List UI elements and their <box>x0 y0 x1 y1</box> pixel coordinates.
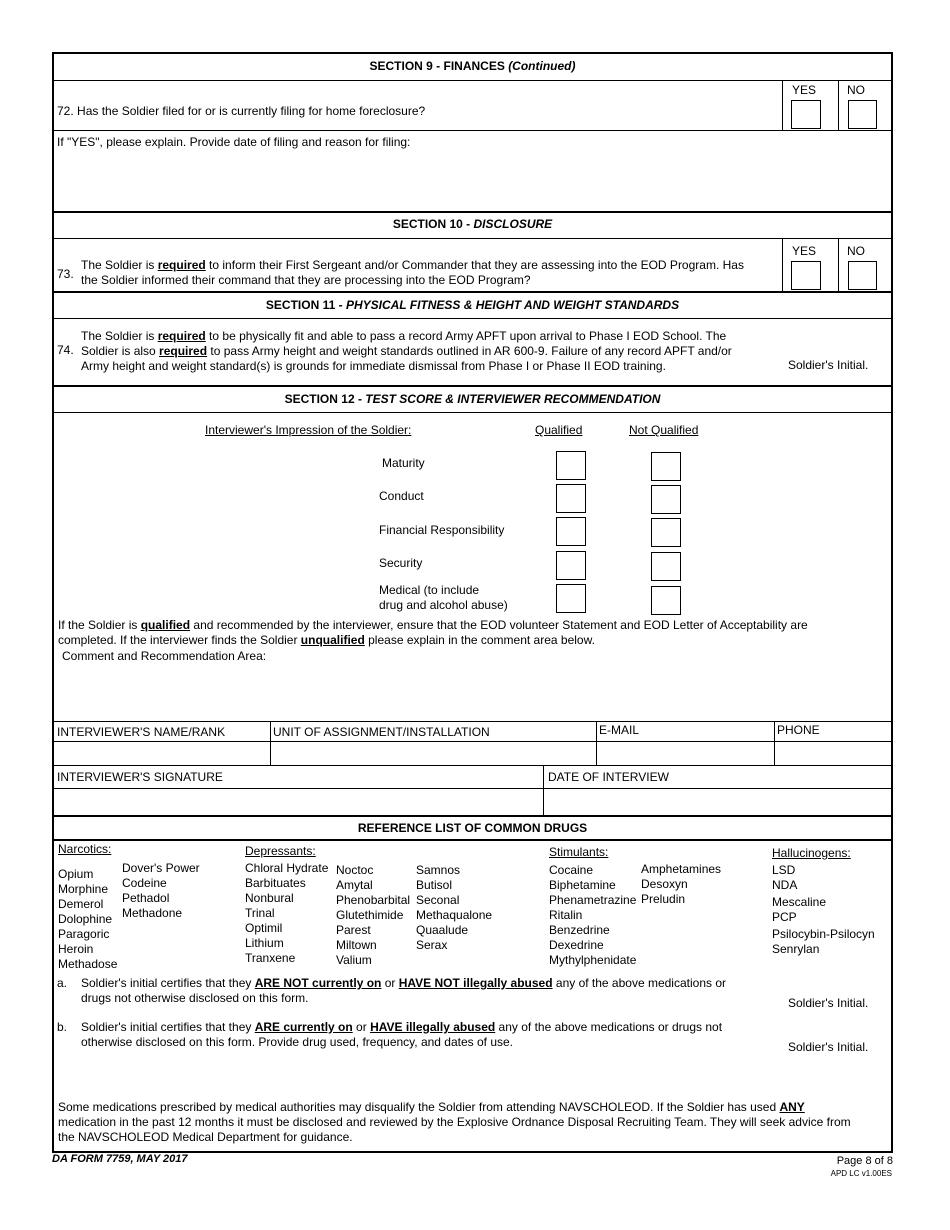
conduct-qualified-checkbox[interactable] <box>556 484 586 513</box>
cert-a-label: a. <box>57 976 68 990</box>
medication-notice: Some medications prescribed by medical authorities may disqualify the Soldier from attending NAVSCHOLEOD. If the Soldier has used ANY medication in the past 12 months it must be disclosed and reviewed by the Explosive Ordnance Disposal Recruiting Team. They will seek advice from the NAVSCHOLEOD Medical Department for guidance. <box>58 1100 851 1144</box>
drug-item: Dolophine <box>58 912 113 926</box>
drug-item: Cocaine <box>549 863 594 877</box>
date-label: DATE OF INTERVIEW <box>548 770 669 784</box>
drug-item: Samnos <box>416 863 461 877</box>
maturity-qualified-checkbox[interactable] <box>556 451 586 480</box>
drug-list-header: REFERENCE LIST OF COMMON DRUGS <box>357 821 588 835</box>
drug-item: Tranxene <box>245 951 296 965</box>
drug-item: Chloral Hydrate <box>245 861 329 875</box>
q72-explain-label: If "YES", please explain. Provide date of filing and reason for filing: <box>57 135 411 149</box>
email-input[interactable] <box>597 742 774 765</box>
q73-no-checkbox[interactable] <box>848 261 877 290</box>
q73-number: 73. <box>57 267 74 281</box>
q72-explain-field[interactable] <box>54 150 891 210</box>
drug-item: Codeine <box>122 876 167 890</box>
q74-statement: The Soldier is required to be physically fit and able to pass a record Army APFT upon arrival to Phase I EOD School. The Soldier is also required to pass Army height and weight standards outlined in AR 600-9. Failure of any record APFT and/or Army height and weight standard(s) is grounds for immediate dismissal from Phase I or Phase II EOD training. <box>81 329 732 373</box>
drug-item: Methadose <box>58 957 118 971</box>
qualification-note: If the Soldier is qualified and recommended by the interviewer, ensure that the EOD volunteer Statement and EOD Letter of Acceptability are completed. If the interviewer finds the Soldier unqualified please explain in the comment area below. <box>58 618 808 647</box>
criterion-medical: Medical (to include drug and alcohol abuse) <box>379 583 508 612</box>
financial-not-qualified-checkbox[interactable] <box>651 518 681 547</box>
q74-number: 74. <box>57 343 74 357</box>
security-qualified-checkbox[interactable] <box>556 551 586 580</box>
criterion-maturity: Maturity <box>382 456 425 470</box>
drug-item: Morphine <box>58 882 109 896</box>
unit-input[interactable] <box>271 742 596 765</box>
comment-label: Comment and Recommendation Area: <box>62 649 267 663</box>
drug-item: PCP <box>772 910 797 924</box>
qualified-header: Qualified <box>535 423 583 437</box>
drug-item: Seconal <box>416 893 460 907</box>
drug-item: Dover's Power <box>122 861 200 875</box>
maturity-not-qualified-checkbox[interactable] <box>651 452 681 481</box>
phone-input[interactable] <box>775 742 891 765</box>
drug-item: Amytal <box>336 878 373 892</box>
version-label: APD LC v1.00ES <box>830 1169 892 1178</box>
signature-label: INTERVIEWER'S SIGNATURE <box>57 770 223 784</box>
drug-item: Dexedrine <box>549 938 604 952</box>
criterion-financial: Financial Responsibility <box>379 523 505 537</box>
drug-item: Noctoc <box>336 863 374 877</box>
cert-b-initial[interactable]: Soldier's Initial. <box>788 1040 869 1054</box>
name-rank-input[interactable] <box>54 742 270 765</box>
criterion-conduct: Conduct <box>379 489 424 503</box>
drug-item: Valium <box>336 953 372 967</box>
drug-item: Nonbural <box>245 891 294 905</box>
drug-item: Opium <box>58 867 94 881</box>
drug-item: Heroin <box>58 942 94 956</box>
drug-item: Preludin <box>641 892 686 906</box>
drug-item: Trinal <box>245 906 275 920</box>
medical-not-qualified-checkbox[interactable] <box>651 586 681 615</box>
narcotics-heading: Narcotics: <box>58 842 112 856</box>
drug-item: Benzedrine <box>549 923 610 937</box>
q73-yes-checkbox[interactable] <box>791 261 821 290</box>
drug-item: Phenobarbital <box>336 893 411 907</box>
page-number: Page 8 of 8 <box>836 1155 893 1167</box>
section-9-header <box>54 59 891 73</box>
drug-item: Lithium <box>245 936 284 950</box>
q72-yes-checkbox[interactable] <box>791 100 821 129</box>
section-12-header: SECTION 12 - TEST SCORE & INTERVIEWER RECOMMENDATION <box>284 392 661 406</box>
not-qualified-header: Not Qualified <box>629 423 699 437</box>
drug-item: Demerol <box>58 897 104 911</box>
drug-item: Desoxyn <box>641 877 688 891</box>
cert-a-initial[interactable]: Soldier's Initial. <box>788 996 869 1010</box>
q72-no-label: NO <box>847 83 865 97</box>
signature-input[interactable] <box>54 789 543 816</box>
q74-initial-label[interactable]: Soldier's Initial. <box>788 358 869 372</box>
drug-item: Biphetamine <box>549 878 616 892</box>
q73-no-label: NO <box>847 244 865 258</box>
date-input[interactable] <box>544 789 891 816</box>
section-10-header: SECTION 10 - DISCLOSURE <box>392 217 553 231</box>
financial-qualified-checkbox[interactable] <box>556 517 586 546</box>
drug-item: Miltown <box>336 938 377 952</box>
drug-item: Senrylan <box>772 942 820 956</box>
name-rank-label: INTERVIEWER'S NAME/RANK <box>57 725 226 739</box>
impression-label: Interviewer's Impression of the Soldier: <box>205 423 412 437</box>
drug-item: Serax <box>416 938 448 952</box>
section-title: SECTION 9 - FINANCES <box>369 59 505 73</box>
drug-item: Pethadol <box>122 891 170 905</box>
criterion-security: Security <box>379 556 423 570</box>
stimulants-heading: Stimulants: <box>549 845 609 859</box>
phone-label: PHONE <box>777 723 820 737</box>
email-label: E-MAIL <box>599 723 640 737</box>
drug-item: Methaqualone <box>416 908 493 922</box>
drug-item: Psilocybin-Psilocyn <box>772 927 875 941</box>
drug-item: Paragoric <box>58 927 110 941</box>
comment-field[interactable] <box>54 665 891 720</box>
drug-item: Ritalin <box>549 908 583 922</box>
unit-label: UNIT OF ASSIGNMENT/INSTALLATION <box>273 725 490 739</box>
drug-item: Amphetamines <box>641 862 722 876</box>
section-continued: (Continued) <box>508 59 576 73</box>
q72-yes-label: YES <box>792 83 817 97</box>
form-id: DA FORM 7759, MAY 2017 <box>52 1153 188 1165</box>
cert-a-text: Soldier's initial certifies that they ARE NOT currently on or HAVE NOT illegally abused any of the above medications or drugs not otherwise disclosed on this form. <box>81 976 726 1005</box>
conduct-not-qualified-checkbox[interactable] <box>651 485 681 514</box>
cert-b-text: Soldier's initial certifies that they ARE currently on or HAVE illegally abused any of the above medications or drugs not otherwise disclosed on this form. Provide drug used, frequency, and dates of use. <box>81 1020 723 1049</box>
drug-item: Parest <box>336 923 371 937</box>
drug-item: Mythylphenidate <box>549 953 637 967</box>
medical-qualified-checkbox[interactable] <box>556 584 586 613</box>
cert-b-label: b. <box>57 1020 68 1034</box>
drug-item: Glutethimide <box>336 908 404 922</box>
drug-item: Optimil <box>245 921 283 935</box>
drug-item: NDA <box>772 878 798 892</box>
section-11-header: SECTION 11 - PHYSICAL FITNESS & HEIGHT AND WEIGHT STANDARDS <box>265 298 680 312</box>
depressants-heading: Depressants: <box>245 844 316 858</box>
q72-no-checkbox[interactable] <box>848 100 877 129</box>
q73-question: The Soldier is required to inform their First Sergeant and/or Commander that they are assessing into the EOD Program. Has the Soldier informed their command that they are processing into the EOD Program? <box>81 258 744 287</box>
drug-item: Barbituates <box>245 876 306 890</box>
security-not-qualified-checkbox[interactable] <box>651 552 681 581</box>
q72-question: 72. Has the Soldier filed for or is currently filing for home foreclosure? <box>57 104 426 118</box>
drug-item: Mescaline <box>772 895 827 909</box>
drug-item: LSD <box>772 863 796 877</box>
drug-item: Butisol <box>416 878 453 892</box>
drug-item: Phenametrazine <box>549 893 637 907</box>
drug-item: Methadone <box>122 906 183 920</box>
q73-yes-label: YES <box>792 244 817 258</box>
hallucinogens-heading: Hallucinogens: <box>772 846 851 860</box>
drug-item: Quaalude <box>416 923 469 937</box>
